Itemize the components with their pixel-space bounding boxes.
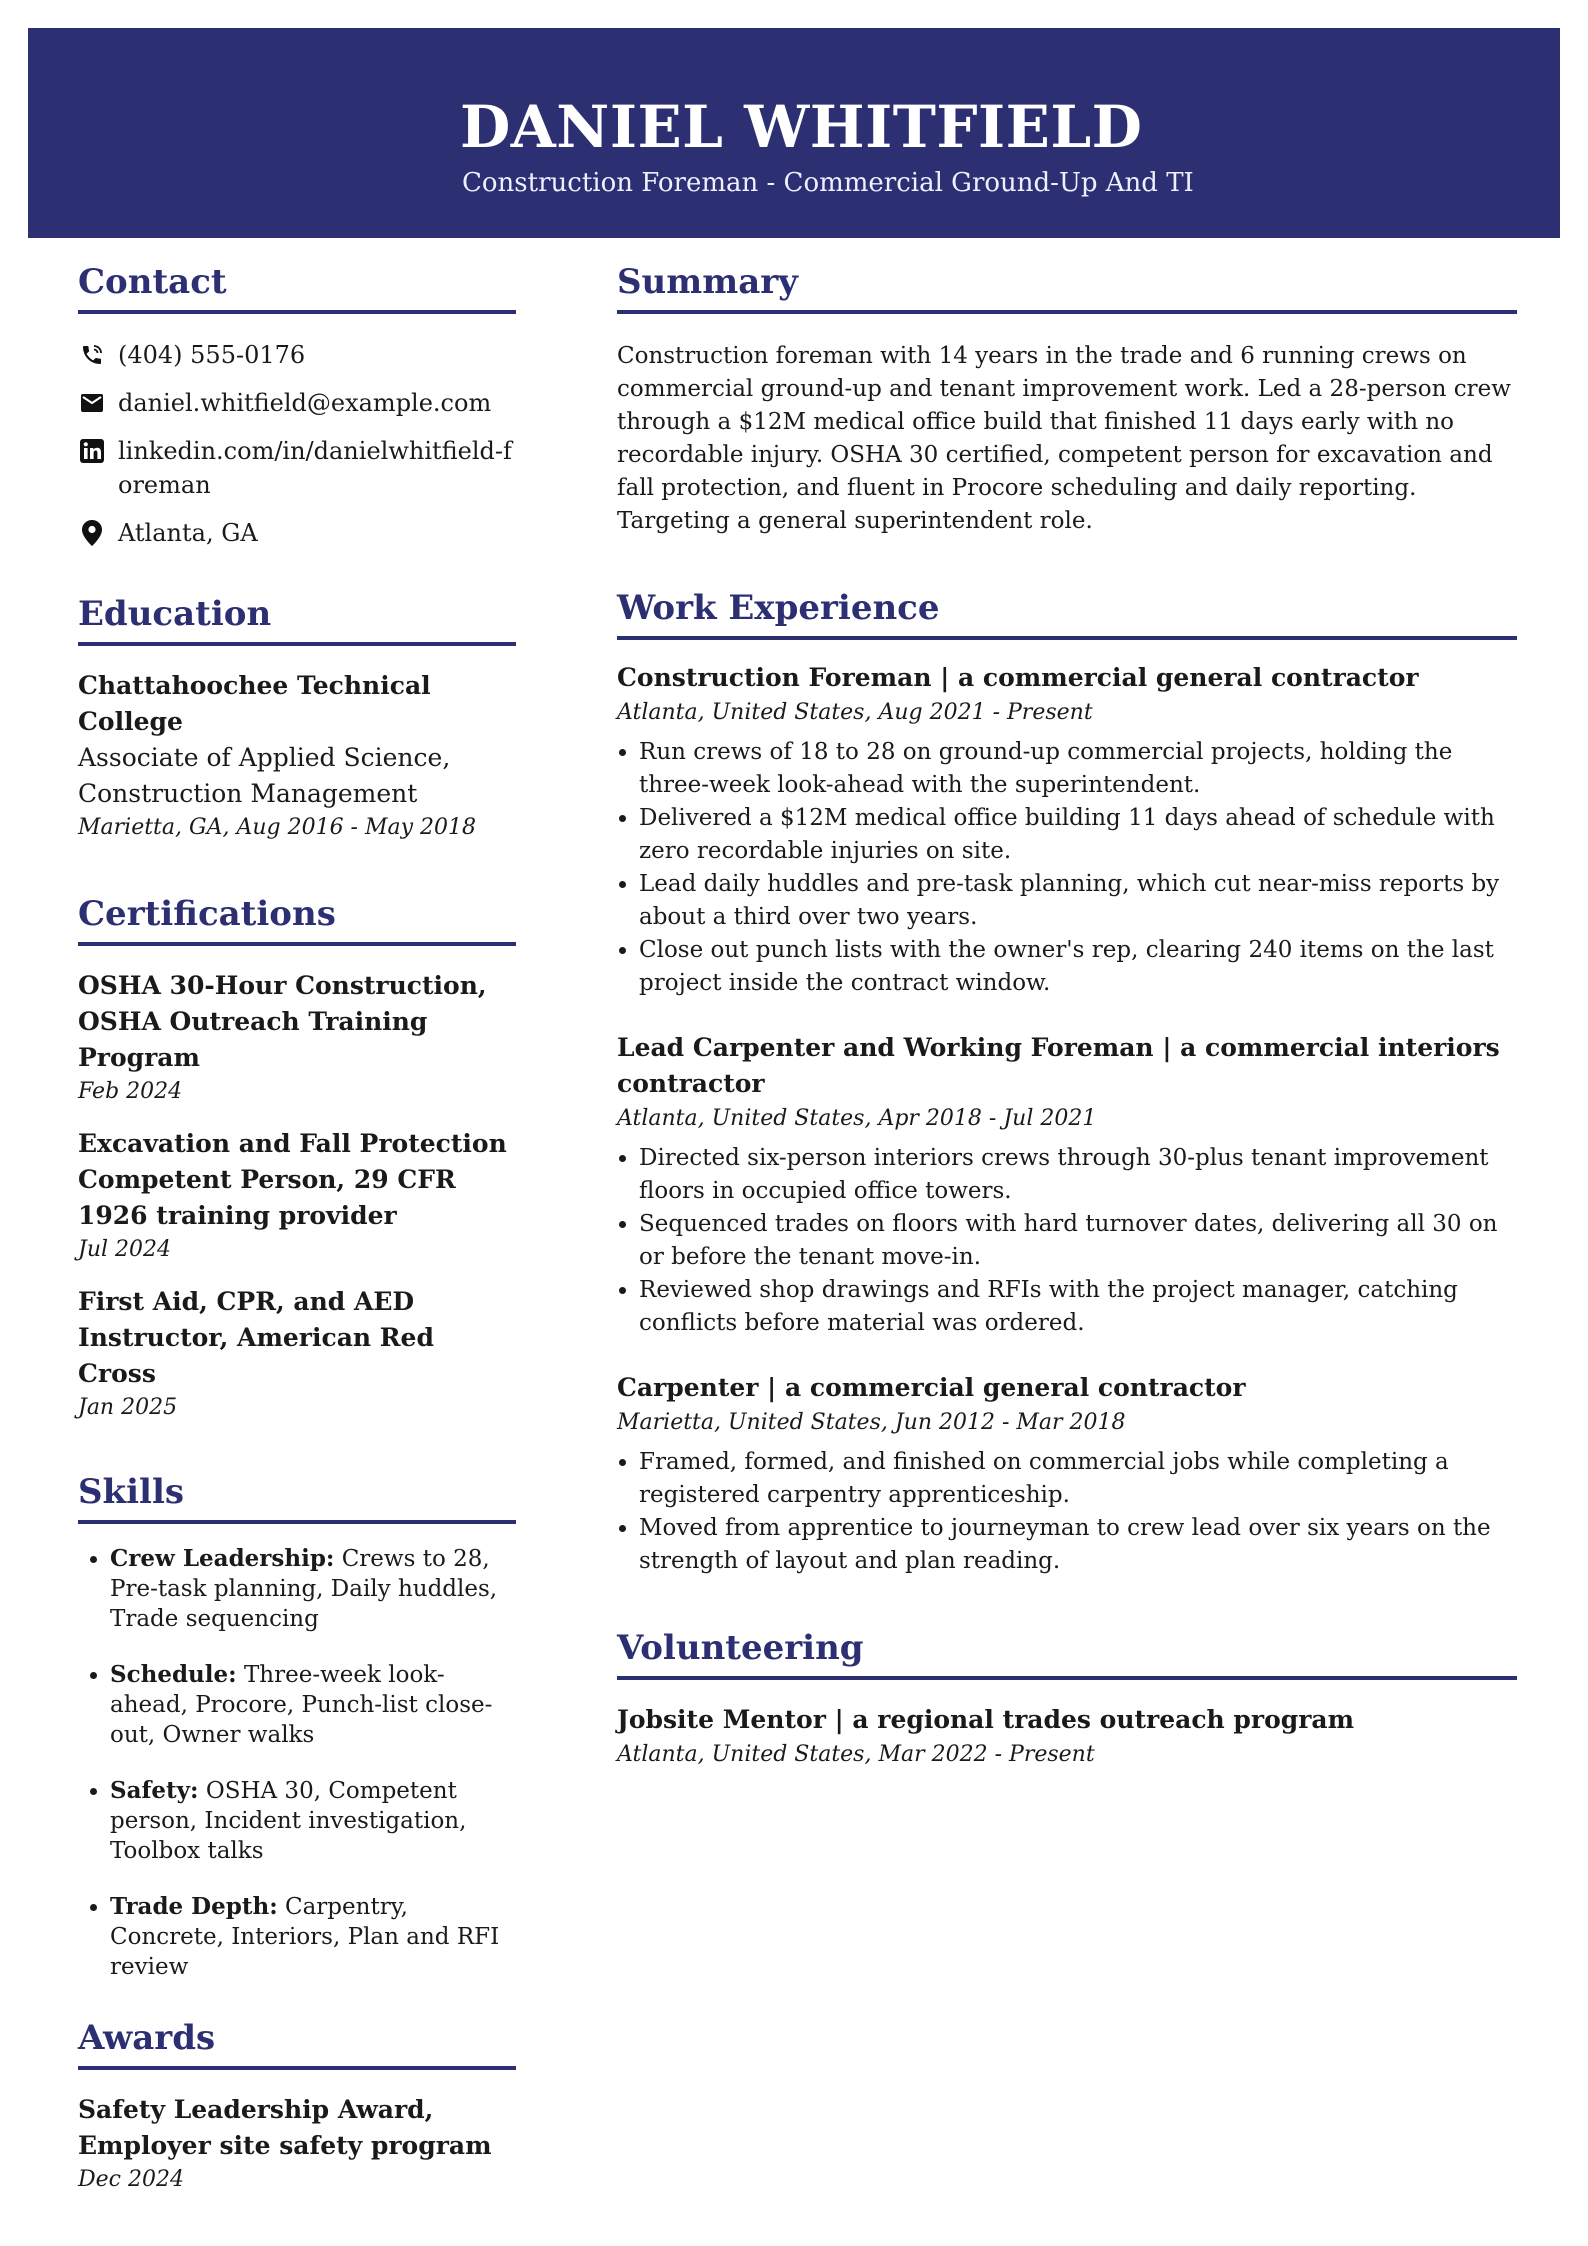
skill-item (110, 1544, 516, 1634)
location-pin-icon (78, 518, 106, 548)
resume-header (28, 28, 1560, 238)
skill-value: Carpentry, Concrete, Interiors, Plan and RFI review (110, 1894, 500, 1980)
volunteer-location: Atlanta, United States, Mar 2022 - Present (617, 1742, 1095, 1767)
certification-date: Jan 2025 (78, 1395, 178, 1420)
certification-date: Feb 2024 (78, 1079, 183, 1104)
job-bullet: • Reviewed shop drawings and RFIs with the project manager, catching conflicts before material was ordered. (639, 1274, 1517, 1340)
contact-location (78, 516, 516, 550)
degree-name: Associate of Applied Science, Construction Management (78, 743, 451, 808)
contact-phone (78, 338, 516, 372)
mail-icon (78, 388, 106, 418)
certifications-section (78, 894, 516, 1424)
job-title: Lead Carpenter and Working Foreman | a commercial interiors contractor (617, 1033, 1500, 1098)
job-entry (617, 1030, 1517, 1340)
certification-item (78, 968, 516, 1108)
left-column (78, 262, 516, 2196)
certification-name: First Aid, CPR, and AED Instructor, American Red Cross (78, 1287, 434, 1388)
linkedin-text[interactable]: linkedin.com/in/danielwhitfield-foreman (118, 437, 512, 499)
contact-linkedin (78, 434, 516, 502)
award-name: Safety Leadership Award, Employer site safety program (78, 2095, 492, 2160)
job-entry (617, 1370, 1517, 1578)
contact-section (78, 262, 516, 550)
certification-name: Excavation and Fall Protection Competent Person, 29 CFR 1926 training provider (78, 1129, 507, 1230)
certifications-heading: Certifications (78, 894, 516, 946)
volunteering-heading: Volunteering (617, 1628, 1517, 1680)
skill-value: OSHA 30, Competent person, Incident investigation, Toolbox talks (110, 1778, 467, 1864)
email-text[interactable]: daniel.whitfield@example.com (118, 389, 492, 417)
certification-name: OSHA 30-Hour Construction, OSHA Outreach Training Program (78, 971, 487, 1072)
skill-label: Crew Leadership: (110, 1545, 335, 1572)
experience-heading: Work Experience (617, 588, 1517, 640)
job-bullet: • Delivered a $12M medical office building 11 days ahead of schedule with zero recordable injuries on site. (639, 802, 1517, 868)
job-location: Marietta, United States, Jun 2012 - Mar 2018 (617, 1410, 1126, 1435)
skill-label: Schedule: (110, 1661, 237, 1688)
phone-text[interactable]: (404) 555-0176 (118, 341, 306, 369)
job-title: Carpenter | a commercial general contractor (617, 1373, 1246, 1402)
right-column (617, 262, 1517, 1772)
job-bullet: • Lead daily huddles and pre-task planning, which cut near-miss reports by about a third over two years. (639, 868, 1517, 934)
skill-item (110, 1660, 516, 1750)
candidate-name: DANIEL WHITFIELD (460, 93, 1143, 161)
job-location: Atlanta, United States, Apr 2018 - Jul 2021 (617, 1106, 1097, 1131)
summary-heading: Summary (617, 262, 1517, 314)
skill-value: Crews to 28, Pre-task planning, Daily huddles, Trade sequencing (110, 1546, 498, 1632)
skill-value: Three-week look-ahead, Procore, Punch-list close-out, Owner walks (110, 1662, 493, 1748)
summary-section (617, 262, 1517, 538)
job-entry (617, 660, 1517, 1000)
certification-item (78, 1126, 516, 1266)
job-bullet: • Framed, formed, and finished on commercial jobs while completing a registered carpentry apprenticeship. (639, 1446, 1517, 1512)
volunteering-section (617, 1628, 1517, 1772)
job-title: Construction Foreman | a commercial general contractor (617, 663, 1419, 692)
award-date: Dec 2024 (78, 2167, 184, 2192)
experience-section (617, 588, 1517, 1578)
certification-date: Jul 2024 (78, 1237, 172, 1262)
awards-section (78, 2018, 516, 2196)
education-section (78, 594, 516, 844)
contact-heading: Contact (78, 262, 516, 314)
skill-item (110, 1776, 516, 1866)
candidate-title: Construction Foreman - Commercial Ground-Up And TI (462, 168, 1194, 198)
skills-section (78, 1472, 516, 1982)
skill-label: Trade Depth: (110, 1893, 278, 1920)
summary-text: Construction foreman with 14 years in the trade and 6 running crews on commercial ground-up and tenant improvement work. Led a 28-person crew through a $12M medical office build that finished 11 days early with no recordable injury. OSHA 30 certified, competent person for excavation and fall protection, and fluent in Procore scheduling and daily reporting. Targeting a general superintendent role. (617, 343, 1511, 534)
job-bullet: • Moved from apprentice to journeyman to crew lead over six years on the strength of layout and plan reading. (639, 1512, 1517, 1578)
location-text: Atlanta, GA (118, 519, 258, 547)
certification-item (78, 1284, 516, 1424)
awards-heading: Awards (78, 2018, 516, 2070)
job-location: Atlanta, United States, Aug 2021 - Present (617, 700, 1093, 725)
school-name: Chattahoochee Technical College (78, 671, 431, 736)
skills-heading: Skills (78, 1472, 516, 1524)
job-bullet: • Close out punch lists with the owner's rep, clearing 240 items on the last project inside the contract window. (639, 934, 1517, 1000)
job-bullet: • Sequenced trades on floors with hard turnover dates, delivering all 30 on or before the tenant move-in. (639, 1208, 1517, 1274)
education-heading: Education (78, 594, 516, 646)
volunteer-role: Jobsite Mentor | a regional trades outreach program (617, 1705, 1355, 1734)
linkedin-icon (78, 436, 106, 466)
skill-label: Safety: (110, 1777, 199, 1804)
job-bullet: • Run crews of 18 to 28 on ground-up commercial projects, holding the three-week look-ahead with the superintendent. (639, 736, 1517, 802)
contact-email (78, 386, 516, 420)
job-bullet: • Directed six-person interiors crews through 30-plus tenant improvement floors in occupied office towers. (639, 1142, 1517, 1208)
phone-icon (78, 340, 106, 370)
skill-item (110, 1892, 516, 1982)
education-details: Marietta, GA, Aug 2016 - May 2018 (78, 815, 477, 840)
